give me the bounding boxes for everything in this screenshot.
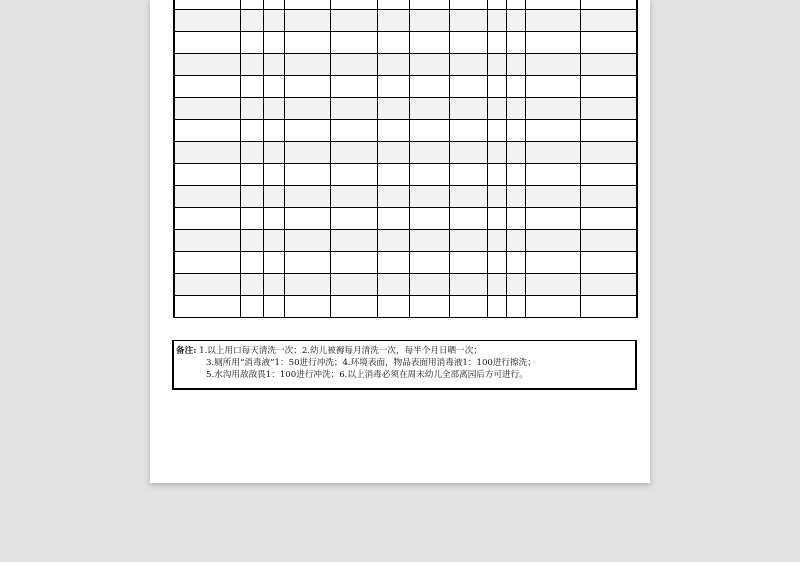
table-cell [409, 97, 449, 119]
table-cell [330, 31, 377, 53]
table-cell [330, 9, 377, 31]
table-cell [377, 31, 409, 53]
table-cell [377, 97, 409, 119]
table-cell [449, 141, 487, 163]
table-cell [506, 229, 525, 251]
table-cell [580, 119, 637, 141]
table-cell [409, 31, 449, 53]
table-cell [506, 251, 525, 273]
table-row [174, 119, 637, 141]
table-cell [449, 119, 487, 141]
table-cell [377, 229, 409, 251]
table-cell [240, 75, 263, 97]
table-cell [174, 207, 240, 229]
record-table-body [174, 0, 637, 317]
table-cell [580, 53, 637, 75]
table-row [174, 273, 637, 295]
table-cell [284, 295, 330, 317]
table-cell [240, 163, 263, 185]
table-cell [449, 163, 487, 185]
table-cell [330, 251, 377, 273]
table-row [174, 0, 637, 9]
table-cell [377, 141, 409, 163]
table-cell [263, 207, 284, 229]
table-cell [409, 53, 449, 75]
table-cell [174, 9, 240, 31]
table-cell [525, 185, 580, 207]
table-cell [330, 75, 377, 97]
table-cell [330, 97, 377, 119]
table-cell [580, 185, 637, 207]
table-cell [377, 163, 409, 185]
table-cell [449, 229, 487, 251]
table-cell [487, 185, 506, 207]
table-cell [525, 31, 580, 53]
table-cell [284, 207, 330, 229]
table-cell [449, 97, 487, 119]
table-cell [174, 251, 240, 273]
table-cell [449, 9, 487, 31]
table-cell [377, 273, 409, 295]
table-cell [525, 229, 580, 251]
table-cell [580, 273, 637, 295]
table-cell [525, 97, 580, 119]
table-cell [525, 163, 580, 185]
table-cell [284, 31, 330, 53]
table-cell [409, 141, 449, 163]
table-cell [525, 53, 580, 75]
table-cell [506, 119, 525, 141]
table-cell [525, 273, 580, 295]
table-cell [449, 295, 487, 317]
table-cell [506, 53, 525, 75]
table-cell [284, 9, 330, 31]
table-cell [263, 75, 284, 97]
table-cell [377, 75, 409, 97]
table-cell [580, 207, 637, 229]
table-cell [487, 97, 506, 119]
table-cell [487, 75, 506, 97]
table-cell [240, 273, 263, 295]
table-cell [174, 119, 240, 141]
table-cell [449, 0, 487, 9]
table-cell [174, 163, 240, 185]
table-cell [174, 185, 240, 207]
table-cell [525, 251, 580, 273]
table-cell [506, 141, 525, 163]
table-cell [506, 75, 525, 97]
table-cell [525, 75, 580, 97]
table-cell [263, 53, 284, 75]
table-cell [409, 9, 449, 31]
table-cell [409, 75, 449, 97]
table-cell [330, 119, 377, 141]
table-cell [263, 295, 284, 317]
table-cell [284, 273, 330, 295]
record-table [173, 0, 638, 318]
table-cell [580, 295, 637, 317]
table-cell [174, 141, 240, 163]
table-cell [240, 9, 263, 31]
table-cell [377, 53, 409, 75]
table-cell [263, 185, 284, 207]
table-cell [263, 9, 284, 31]
table-row [174, 141, 637, 163]
table-cell [525, 141, 580, 163]
table-cell [525, 119, 580, 141]
table-row [174, 207, 637, 229]
table-row [174, 75, 637, 97]
table-row [174, 53, 637, 75]
table-cell [409, 295, 449, 317]
table-cell [377, 185, 409, 207]
table-cell [174, 0, 240, 9]
table-cell [580, 229, 637, 251]
table-cell [506, 185, 525, 207]
table-cell [449, 185, 487, 207]
table-cell [377, 251, 409, 273]
table-row [174, 163, 637, 185]
table-cell [449, 75, 487, 97]
table-cell [409, 119, 449, 141]
table-cell [174, 31, 240, 53]
table-cell [174, 273, 240, 295]
table-cell [487, 229, 506, 251]
table-cell [377, 0, 409, 9]
notes-label: 备注: [176, 346, 197, 356]
table-cell [506, 273, 525, 295]
table-cell [377, 9, 409, 31]
table-cell [487, 141, 506, 163]
note-line-2: 3.厕所用“消毒液”1：50进行冲洗；4.环境表面，物品表面用消毒液1：100进行擦洗； [206, 358, 536, 368]
table-cell [525, 9, 580, 31]
table-cell [240, 0, 263, 9]
table-row [174, 251, 637, 273]
table-cell [409, 207, 449, 229]
table-cell [330, 273, 377, 295]
table-cell [506, 9, 525, 31]
table-cell [240, 185, 263, 207]
table-cell [525, 207, 580, 229]
table-cell [263, 273, 284, 295]
table-cell [330, 0, 377, 9]
table-cell [487, 207, 506, 229]
table-cell [377, 119, 409, 141]
table-cell [284, 141, 330, 163]
table-cell [240, 53, 263, 75]
table-cell [409, 251, 449, 273]
table-cell [263, 31, 284, 53]
table-cell [240, 31, 263, 53]
table-cell [284, 53, 330, 75]
table-cell [506, 31, 525, 53]
table-cell [449, 273, 487, 295]
table-cell [330, 141, 377, 163]
table-cell [263, 0, 284, 9]
table-cell [240, 97, 263, 119]
table-cell [506, 0, 525, 9]
table-cell [580, 251, 637, 273]
table-cell [330, 229, 377, 251]
table-cell [284, 229, 330, 251]
table-row [174, 185, 637, 207]
table-cell [449, 53, 487, 75]
table-cell [330, 185, 377, 207]
table-cell [240, 119, 263, 141]
table-cell [449, 31, 487, 53]
table-cell [174, 97, 240, 119]
note-line-1: 备注: 1.以上用口每天清洗一次；2.幼儿被褥每月清洗一次，每半个月日晒一次； [176, 346, 482, 356]
table-cell [409, 0, 449, 9]
table-row [174, 295, 637, 317]
table-cell [449, 251, 487, 273]
table-cell [263, 163, 284, 185]
table-cell [487, 273, 506, 295]
table-cell [330, 207, 377, 229]
table-row [174, 31, 637, 53]
table-cell [284, 251, 330, 273]
table-cell [487, 295, 506, 317]
note-line-3: 5.水沟用敌敌畏1：100进行冲洗；6.以上消毒必须在周末幼儿全部离园后方可进行。 [206, 370, 528, 380]
table-cell [263, 119, 284, 141]
table-cell [377, 295, 409, 317]
table-cell [506, 207, 525, 229]
table-cell [487, 163, 506, 185]
table-cell [263, 251, 284, 273]
table-cell [506, 163, 525, 185]
table-cell [284, 185, 330, 207]
table-cell [580, 9, 637, 31]
table-cell [487, 119, 506, 141]
table-cell [487, 0, 506, 9]
table-cell [240, 207, 263, 229]
table-cell [409, 185, 449, 207]
table-cell [240, 251, 263, 273]
table-row [174, 97, 637, 119]
table-cell [580, 163, 637, 185]
table-cell [487, 9, 506, 31]
table-cell [377, 207, 409, 229]
table-cell [409, 273, 449, 295]
table-cell [525, 0, 580, 9]
table-cell [487, 251, 506, 273]
table-cell [506, 97, 525, 119]
table-cell [506, 295, 525, 317]
table-cell [240, 229, 263, 251]
table-cell [330, 295, 377, 317]
table-cell [263, 97, 284, 119]
table-cell [330, 53, 377, 75]
table-cell [240, 295, 263, 317]
table-cell [580, 0, 637, 9]
table-cell [263, 229, 284, 251]
table-cell [580, 97, 637, 119]
table-cell [487, 53, 506, 75]
notes-box [172, 340, 637, 390]
table-cell [174, 229, 240, 251]
table-cell [409, 163, 449, 185]
table-cell [284, 75, 330, 97]
table-cell [449, 207, 487, 229]
table-cell [284, 0, 330, 9]
table-cell [580, 31, 637, 53]
table-row [174, 229, 637, 251]
table-cell [487, 31, 506, 53]
table-cell [263, 141, 284, 163]
table-cell [284, 97, 330, 119]
table-row [174, 9, 637, 31]
table-cell [240, 141, 263, 163]
table-cell [330, 163, 377, 185]
table-cell [174, 53, 240, 75]
table-cell [525, 295, 580, 317]
table-cell [174, 295, 240, 317]
table-cell [284, 163, 330, 185]
table-cell [284, 119, 330, 141]
table-cell [580, 141, 637, 163]
table-cell [174, 75, 240, 97]
table-cell [409, 229, 449, 251]
table-cell [580, 75, 637, 97]
